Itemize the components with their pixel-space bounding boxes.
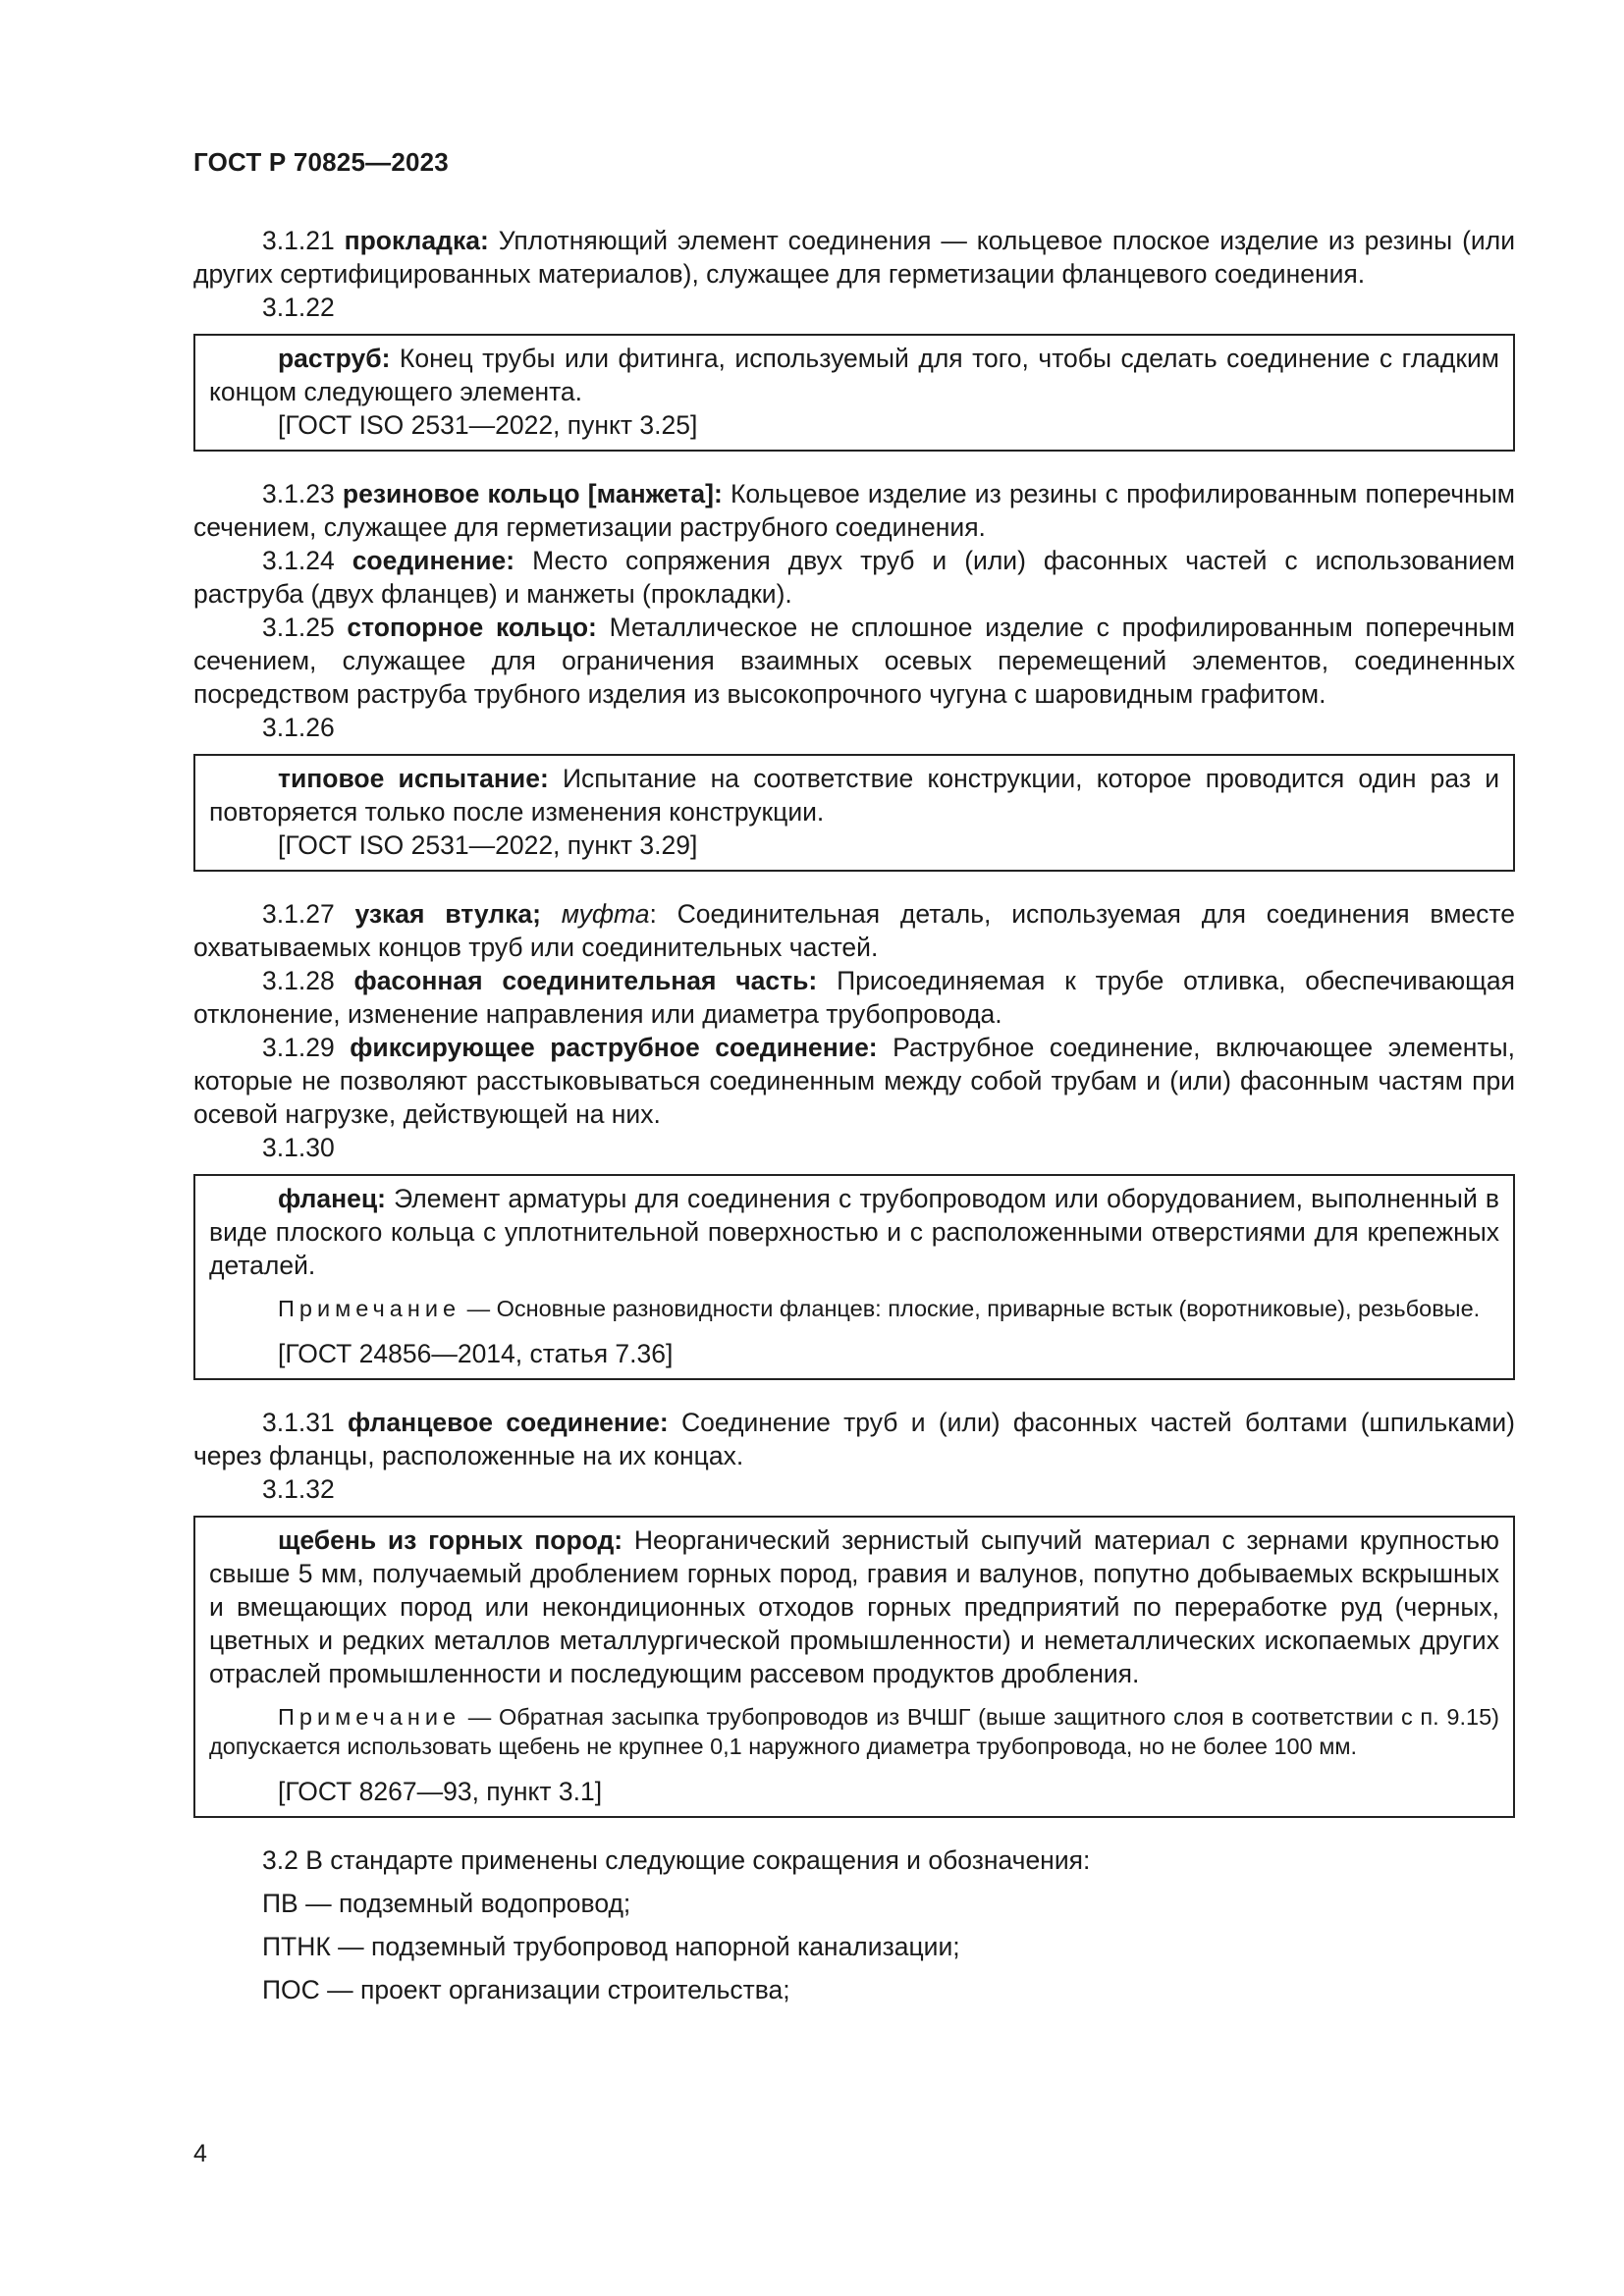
abbreviation-item: ПОС — проект организации строительства; [262, 1975, 790, 2004]
definition-3-1-22 [209, 342, 1499, 408]
definition-3-1-24 [193, 544, 1515, 611]
term-number: 3.1.25 [262, 613, 335, 642]
definition-3-1-29 [193, 1031, 1515, 1131]
term-number-3-1-30: 3.1.30 [262, 1133, 335, 1162]
term: фиксирующее раструбное соединение: [350, 1033, 878, 1062]
page-number: 4 [193, 2140, 207, 2167]
note-label: Примечание [278, 1704, 461, 1730]
abbreviations-title: 3.2 В стандарте применены следующие сокращения и обозначения: [262, 1845, 1091, 1875]
definition-text: Раструбное соединение, включающее элементы, которые не позволяют расстыковываться соединенным между собой трубам и (или) фасонным частям при осевой нагрузке, действующей на них. [193, 1033, 1515, 1129]
term: фасонная соединительная часть: [353, 966, 818, 995]
term-number: 3.1.27 [262, 899, 335, 929]
term: соединение: [352, 546, 515, 575]
definition-text: Элемент арматуры для соединения с трубопроводом или оборудованием, выполненный в виде плоского кольца с уплотнительной поверхностью и с расположенными отверстиями для крепежных деталей. [209, 1184, 1499, 1280]
abbreviation-item: ПТНК — подземный трубопровод напорной канализации; [262, 1932, 960, 1961]
note-text: — Обратная засыпка трубопроводов из ВЧШГ (выше защитного слоя в соответствии с п. 9.15) допускается использовать щебень не крупнее 0,1 наружного диаметра трубопровода, но не более 100 мм. [209, 1704, 1499, 1759]
definition-box-3-1-26 [193, 754, 1515, 872]
term: стопорное кольцо: [347, 613, 597, 642]
term-synonym: муфта [561, 899, 650, 929]
term-number: 3.1.21 [262, 226, 335, 255]
definition-text: Испытание на соответствие конструкции, которое проводится один раз и повторяется только после изменения конструкции. [209, 764, 1500, 827]
term: резиновое кольцо [манжета]: [342, 479, 723, 508]
definition-3-1-28 [193, 964, 1515, 1031]
definition-source: [ГОСТ 8267—93, пункт 3.1] [278, 1777, 603, 1806]
definition-source: [ГОСТ ISO 2531—2022, пункт 3.25] [278, 410, 698, 440]
note [209, 1702, 1499, 1761]
term: типовое испытание: [278, 764, 549, 793]
definition-text: Кольцевое изделие из резины с профилированным поперечным сечением, служащее для герметизации раструбного соединения. [193, 479, 1515, 542]
definition-text: Уплотняющий элемент соединения — кольцевое плоское изделие из резины (или других сертифицированных материалов), служащее для герметизации фланцевого соединения. [193, 226, 1515, 289]
term: щебень из горных пород: [278, 1525, 623, 1555]
note-label: Примечание [278, 1296, 461, 1321]
definition-3-1-25 [193, 611, 1515, 711]
definition-text: Место сопряжения двух труб и (или) фасонных частей с использованием раструба (двух фланцев) и манжеты (прокладки). [193, 546, 1515, 609]
definition-3-1-27 [193, 897, 1515, 964]
definition-box-3-1-22 [193, 334, 1515, 452]
term: узкая втулка; [354, 899, 541, 929]
term-number: 3.1.29 [262, 1033, 335, 1062]
definition-text: Соединение труб и (или) фасонных частей болтами (шпильками) через фланцы, расположенные на их концах. [193, 1408, 1515, 1470]
definition-text: Присоединяемая к трубе отливка, обеспечивающая отклонение, изменение направления или диаметра трубопровода. [193, 966, 1515, 1029]
definition-source: [ГОСТ ISO 2531—2022, пункт 3.29] [278, 830, 698, 860]
definition-3-1-26 [209, 762, 1499, 828]
term-number: 3.1.24 [262, 546, 335, 575]
definition-box-3-1-32 [193, 1516, 1515, 1818]
definition-3-1-21 [193, 224, 1515, 291]
term-number-3-1-26: 3.1.26 [262, 713, 335, 742]
term: фланцевое соединение: [348, 1408, 669, 1437]
term-number-3-1-32: 3.1.32 [262, 1474, 335, 1504]
document-body [193, 224, 1515, 2006]
note-text: — Основные разновидности фланцев: плоские, приварные встык (воротниковые), резьбовые. [466, 1296, 1481, 1321]
abbreviation-item: ПВ — подземный водопровод; [262, 1889, 631, 1918]
definition-text: Неорганический зернистый сыпучий материал с зернами крупностью свыше 5 мм, получаемый дроблением горных пород, гравия и валунов, попутно добываемых вскрышных и вмещающих пород или некондиционных отходов горных предприятий по переработке руд (черных, цветных и редких металлов металлургической промышленности) и неметаллических ископаемых других отраслей промышленности и последующим рассевом продуктов дробления. [209, 1525, 1499, 1688]
note [209, 1294, 1499, 1323]
definition-source: [ГОСТ 24856—2014, статья 7.36] [278, 1339, 674, 1368]
term: фланец: [278, 1184, 386, 1213]
definition-box-3-1-30 [193, 1174, 1515, 1380]
definition-3-1-31 [193, 1406, 1515, 1472]
term: прокладка: [344, 226, 489, 255]
document-header: ГОСТ Р 70825—2023 [193, 147, 449, 177]
definition-3-1-32 [209, 1523, 1499, 1690]
definition-text: Металлическое не сплошное изделие с профилированным поперечным сечением, служащее для ограничения взаимных осевых перемещений элементов, соединенных посредством раструба трубного изделия из высокопрочного чугуна с шаровидным графитом. [193, 613, 1515, 709]
term-number-3-1-22: 3.1.22 [262, 293, 335, 322]
definition-text: : Соединительная деталь, используемая для соединения вместе охватываемых концов труб или соединительных частей. [193, 899, 1515, 962]
definition-text: Конец трубы или фитинга, используемый для того, чтобы сделать соединение с гладким концом следующего элемента. [209, 344, 1499, 406]
term-number: 3.1.31 [262, 1408, 335, 1437]
definition-3-1-23 [193, 477, 1515, 544]
term-number: 3.1.23 [262, 479, 335, 508]
definition-3-1-30 [209, 1182, 1499, 1282]
term: раструб: [278, 344, 391, 373]
term-number: 3.1.28 [262, 966, 335, 995]
